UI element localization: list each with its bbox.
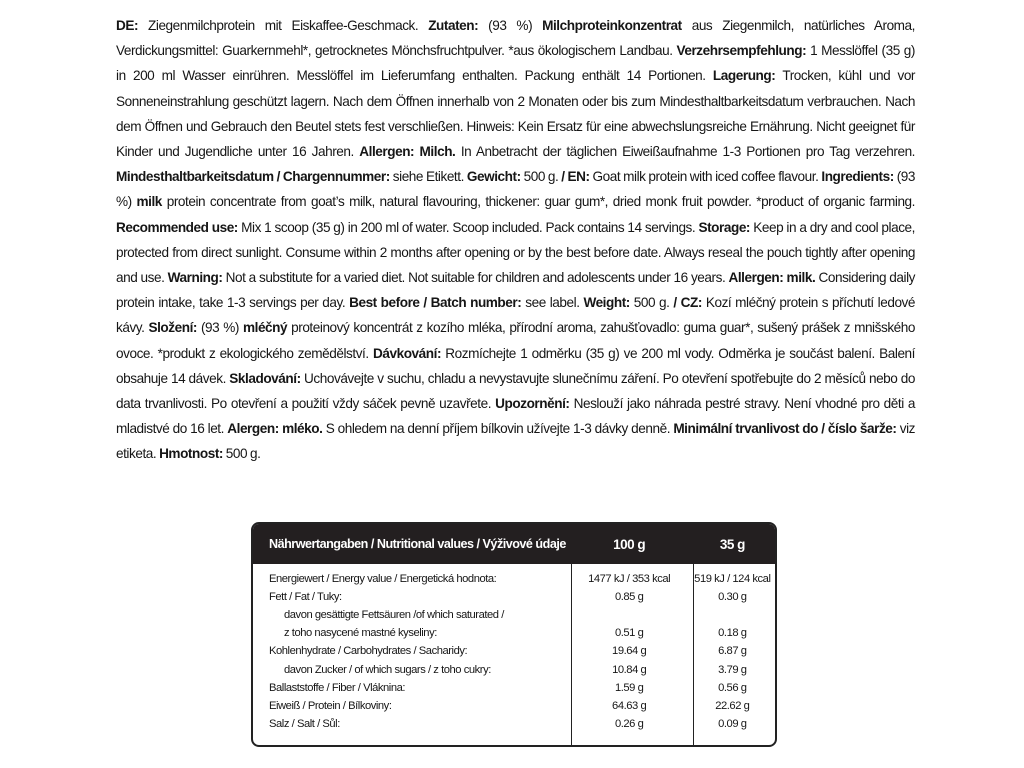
label-text-segment: (93 %) — [478, 18, 543, 33]
label-text-bold-segment: milk — [136, 194, 162, 210]
nutrition-table-body — [253, 564, 775, 733]
label-text-bold-segment: / EN: — [561, 169, 590, 185]
label-text-bold-segment: Mindesthaltbarkeitsdatum / Chargennummer: — [116, 169, 390, 185]
nutrition-table — [251, 522, 777, 747]
nutrition-row-value-35g: 519 kJ / 124 kcal — [694, 573, 771, 586]
nutrition-row-label: davon gesättigte Fettsäuren /of which saturated / — [284, 609, 504, 622]
nutrition-row-value-100g: 0.85 g — [614, 591, 644, 604]
nutrition-row-label: Salz / Salt / Sůl: — [269, 717, 340, 730]
nutrition-row-value-35g: 0.09 g — [718, 717, 747, 730]
label-text-bold-segment: Minimální trvanlivost do / číslo šarže: — [673, 421, 897, 437]
label-text-segment: siehe Etikett. — [389, 169, 467, 185]
nutrition-row — [253, 624, 775, 642]
nutrition-row — [253, 715, 775, 733]
label-text-segment: Not a substitute for a varied diet. Not suitable for children and adolescents under 16 years. — [222, 270, 729, 286]
nutrition-row — [253, 606, 775, 624]
label-text-segment: Ziegenmilchprotein mit Eiskaffee-Geschmack. — [138, 18, 429, 33]
label-text-segment: see label. — [521, 295, 584, 311]
label-text-bold-segment: Lagerung: — [712, 68, 776, 84]
label-text-segment: (93 %) — [116, 169, 916, 210]
label-text-segment: protein concentrate from goat’s milk, natural flavouring, thickener: guar gum*, dried monk fruit powder. *product of organic farming. — [161, 194, 915, 210]
nutrition-row-label: Eiweiß / Protein / Bílkoviny: — [269, 699, 392, 712]
label-text-segment: 500 g. — [222, 446, 261, 462]
label-text-bold-segment: Skladování: — [229, 370, 301, 386]
nutrition-row-label: z toho nasycené mastné kyseliny: — [284, 627, 437, 640]
label-text-bold-segment: Recommended use: — [116, 219, 238, 235]
label-text-segment: Neslouží jako náhrada pestré stravy. Není vhodné pro děti a mladistvé do 16 let. — [116, 396, 915, 437]
nutrition-row — [253, 679, 775, 697]
nutrition-row-value-35g: 22.62 g — [715, 699, 750, 712]
label-text-bold-segment: Gewicht: — [466, 169, 521, 185]
column-divider — [571, 564, 572, 747]
label-text-bold-segment: Allergen: Milch. — [359, 144, 456, 160]
label-text-segment: 500 g. — [520, 169, 562, 185]
nutrition-header-35g: 35 g — [719, 536, 745, 552]
label-text-bold-segment: Složení: — [148, 320, 197, 336]
nutrition-row-value-100g: 0.51 g — [614, 627, 644, 640]
label-text-segment: Kozí mléčný protein s příchutí ledové kávy. — [116, 295, 916, 336]
nutrition-row-value-35g: 0.56 g — [718, 681, 747, 694]
label-text-bold-segment: / CZ: — [673, 295, 702, 311]
nutrition-row-value-100g: 19.64 g — [612, 645, 647, 658]
label-text-segment: Considering daily protein intake, take 1-3 servings per day. — [116, 270, 916, 311]
nutrition-row-value-100g: 64.63 g — [612, 699, 647, 712]
nutrition-row-label: Ballaststoffe / Fiber / Vláknina: — [269, 681, 406, 694]
nutrition-table-header — [253, 524, 775, 564]
label-text-bold-segment: Weight: — [583, 295, 630, 311]
nutrition-row-label: Fett / Fat / Tuky: — [269, 591, 342, 604]
label-text-segment: 500 g. — [629, 295, 674, 311]
label-text-segment: aus Ziegenmilch, natürliches Aroma, Verdickungsmittel: Guarkernmehl*, getrocknetes Mönchsfruchtpulver. *aus ökologischem Landbau. — [116, 18, 915, 59]
nutrition-row — [253, 697, 775, 715]
nutrition-row-label: Energiewert / Energy value / Energetická hodnota: — [269, 573, 497, 586]
label-text-segment: S ohledem na denní příjem bílkovin užívejte 1-3 dávky denně. — [322, 421, 674, 437]
label-text-bold-segment: DE: — [116, 18, 139, 33]
nutrition-row-label: Kohlenhydrate / Carbohydrates / Sacharidy: — [269, 645, 468, 658]
label-text-bold-segment: Upozornění: — [495, 396, 570, 412]
label-text-bold-segment: Verzehrsempfehlung: — [676, 43, 807, 59]
label-text-bold-segment: Dávkování: — [373, 345, 442, 361]
label-text-bold-segment: Alergen: mléko. — [227, 421, 323, 437]
label-text-segment: In Anbetracht der täglichen Eiweißaufnahme 1-3 Portionen pro Tag verzehren. — [455, 144, 916, 160]
label-text-bold-segment: Hmotnost: — [159, 446, 223, 462]
label-text-bold-segment: Allergen: milk. — [728, 270, 816, 286]
label-text-bold-segment: mléčný — [242, 320, 288, 336]
label-text-segment: 1 Messlöffel (35 g) in 200 ml Wasser einrühren. Messlöffel im Lieferumfang enthalten. Packung enthält 14 Portionen. — [116, 43, 915, 84]
label-text-segment: Rozmíchejte 1 odměrku (35 g) ve 200 ml vody. Odměrka je součást balení. Balení obsahuje 14 dávek. — [116, 345, 915, 386]
nutrition-row-value-35g: 3.79 g — [718, 663, 747, 676]
label-text-segment: Mix 1 scoop (35 g) in 200 ml of water. Scoop included. Pack contains 14 servings. — [237, 219, 699, 235]
label-text-bold-segment: Best before / Batch number: — [349, 295, 522, 311]
nutrition-row-label: davon Zucker / of which sugars / z toho cukry: — [284, 663, 491, 676]
label-text-bold-segment: Ingredients: — [821, 169, 894, 185]
label-text-block — [116, 13, 915, 467]
label-text-bold-segment: Warning: — [167, 270, 223, 286]
label-text-segment: Uchovávejte v suchu, chladu a nevystavujte slunečnímu záření. Po otevření spotřebujte do 2 měsíců nebo do data trvanlivosti. Po otevření a použití vždy sáček pevně uzavřete. — [116, 370, 915, 412]
nutrition-row-value-35g: 6.87 g — [718, 645, 747, 658]
label-text-bold-segment: Zutaten: — [428, 18, 479, 33]
nutrition-row-value-35g: 0.30 g — [718, 591, 747, 604]
nutrition-row-value-100g: 1.59 g — [614, 681, 644, 694]
nutrition-row-value-100g: 1477 kJ / 353 kcal — [588, 573, 671, 586]
label-text-segment: Goat milk protein with iced coffee flavour. — [589, 169, 822, 185]
label-text-segment: Keep in a dry and cool place, protected from direct sunlight. Consume within 2 months after opening or by the best before date. Always reseal the pouch tightly after opening and use. — [116, 219, 915, 286]
label-text-segment: Trocken, kühl und vor Sonneneinstrahlung geschützt lagern. Nach dem Öffnen innerhalb von 2 Monaten oder bis zum Mindesthaltbarkeitsdatum verbrauchen. Nach dem Öffnen und Gebrauch den Beutel stets fest verschließen. Hinweis: Kein Ersatz für eine abwechslungsreiche Ernährung. Nicht geeignet für Kinder und Jugendliche unter 16 Jahren. — [116, 68, 916, 160]
label-text-segment: proteinový koncentrát z kozího mléka, přírodní aroma, zahušťovadlo: guma guar*, sušený prášek z mnišského ovoce. *produkt z ekologického zemědělství. — [116, 320, 916, 361]
nutrition-row-value-100g: 10.84 g — [612, 663, 647, 676]
label-text-segment: viz etiketa. — [116, 421, 916, 462]
label-text-segment: (93 %) — [196, 320, 243, 336]
nutrition-row — [253, 570, 775, 588]
nutrition-row — [253, 588, 775, 606]
label-text-bold-segment: Milchproteinkonzentrat — [542, 18, 682, 33]
nutrition-row-value-35g: 0.18 g — [718, 627, 747, 640]
nutrition-row — [253, 642, 775, 660]
nutrition-row-value-100g: 0.26 g — [614, 717, 644, 730]
nutrition-row — [253, 660, 775, 678]
label-text-bold-segment: Storage: — [698, 219, 751, 235]
nutrition-header-100g: 100 g — [613, 536, 646, 552]
nutrition-header-label: Nährwertangaben / Nutritional values / Výživové údaje — [269, 537, 566, 551]
column-divider — [693, 564, 694, 747]
